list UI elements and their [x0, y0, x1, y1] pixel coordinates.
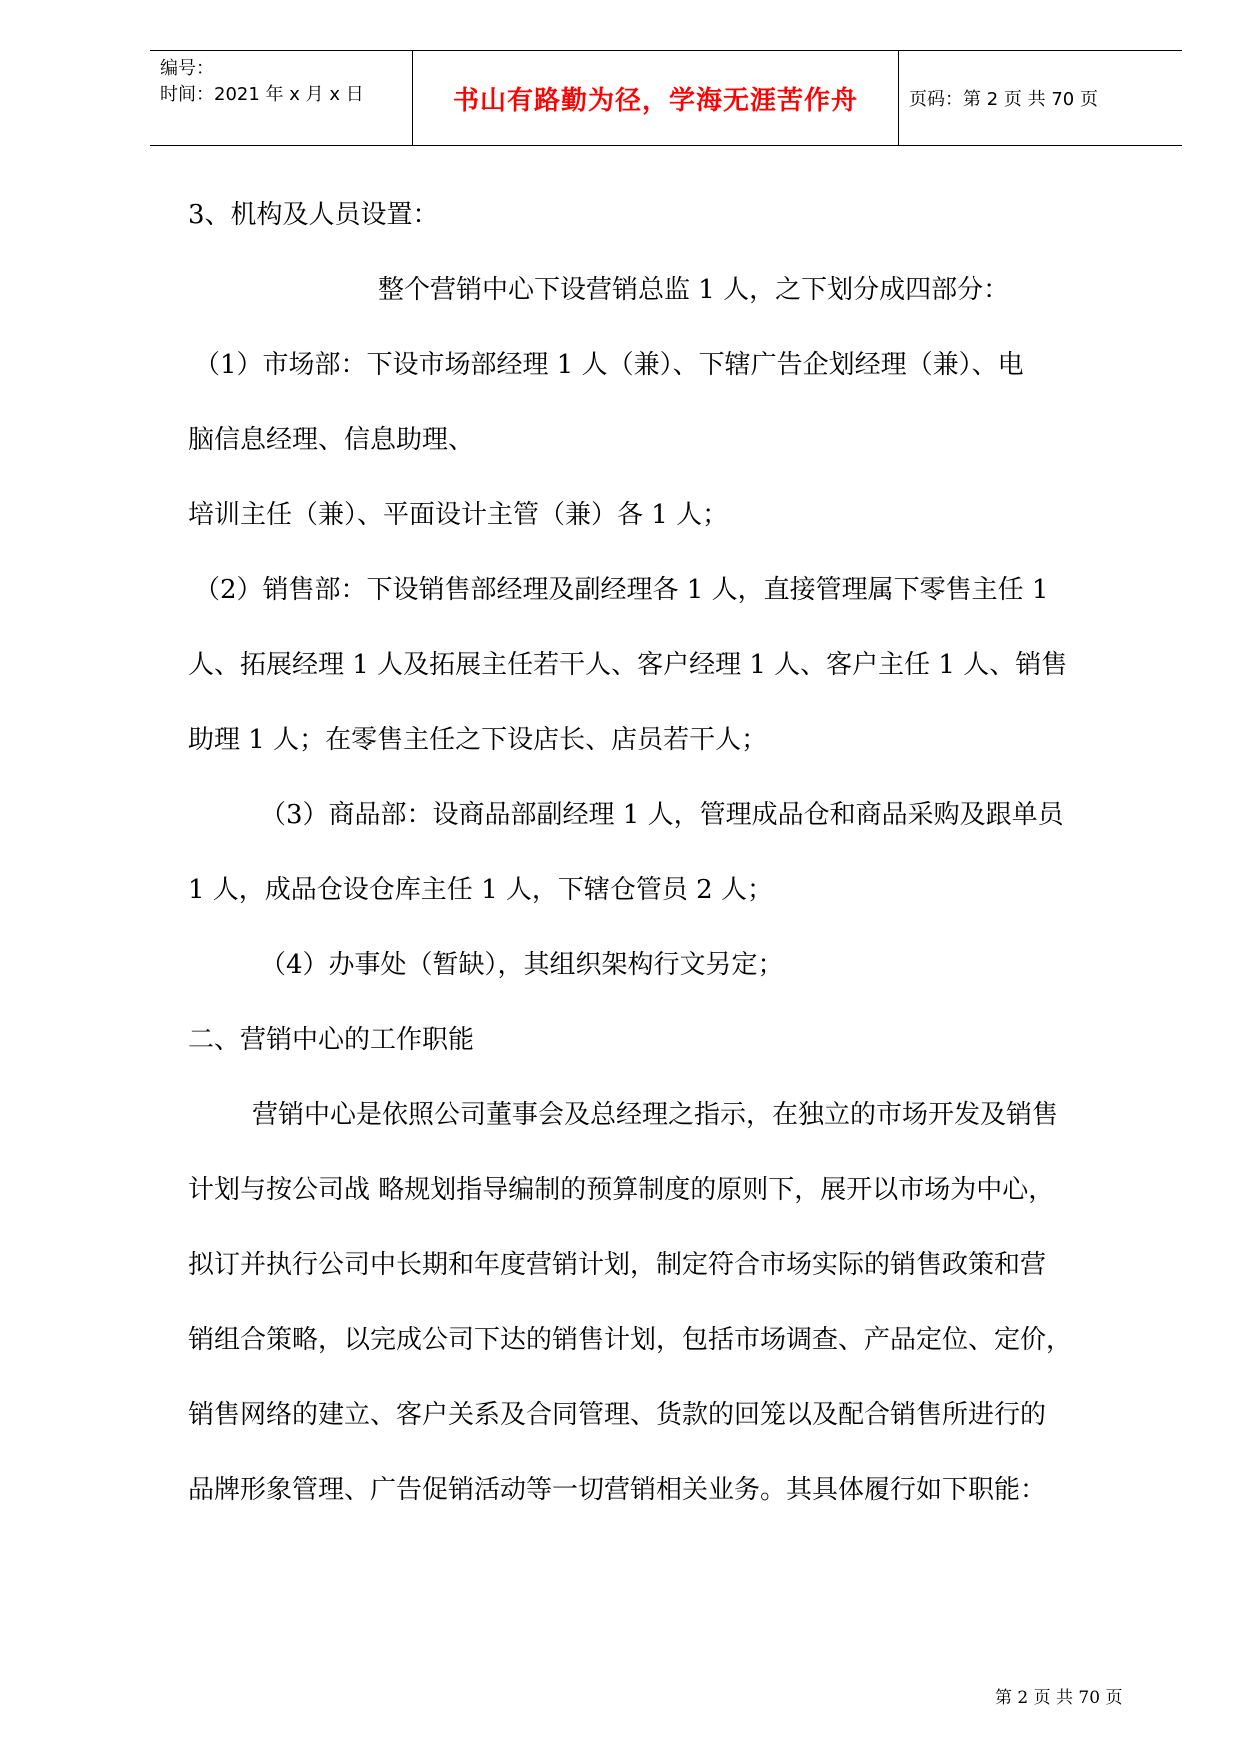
document-number-label: 编号： [160, 58, 214, 79]
body-line: 拟订并执行公司中长期和年度营销计划，制定符合市场实际的销售政策和营 [188, 1250, 1047, 1280]
document-body [188, 178, 1148, 1528]
header-meta [150, 51, 412, 145]
body-line: 1 人，成品仓设仓库主任 1 人，下辖仓管员 2 人； [188, 875, 773, 905]
body-line: （2）销售部：下设销售部经理及副经理各 1 人，直接管理属下零售主任 1 [194, 575, 1049, 605]
body-line: 人、拓展经理 1 人及拓展主任若干人、客户经理 1 人、客户主任 1 人、销售 [188, 650, 1068, 680]
page-footer: 第 2 页 共 70 页 [995, 1688, 1123, 1708]
body-line: 计划与按公司战 略规划指导编制的预算制度的原则下，展开以市场为中心， [188, 1175, 1055, 1205]
header-page-info: 页码：第 2 页 共 70 页 [909, 89, 1098, 110]
body-line: 销组合策略，以完成公司下达的销售计划，包括市场调查、产品定位、定价， [188, 1325, 1073, 1355]
document-header [150, 50, 1182, 146]
section-heading: 3、机构及人员设置： [188, 200, 439, 230]
body-line: （1）市场部：下设市场部经理 1 人（兼）、下辖广告企划经理（兼）、电 [194, 350, 1024, 380]
body-line: 营销中心是依照公司董事会及总经理之指示，在独立的市场开发及销售 [252, 1100, 1059, 1130]
body-line: 销售网络的建立、客户关系及合同管理、货款的回笼以及配合销售所进行的 [188, 1400, 1047, 1430]
section-heading: 二、营销中心的工作职能 [188, 1025, 475, 1055]
body-line: 培训主任（兼）、平面设计主管（兼）各 1 人； [188, 500, 729, 530]
document-time-label: 时间：2021 年 x 月 x 日 [160, 84, 364, 105]
body-line: （3）商品部：设商品部副经理 1 人，管理成品仓和商品采购及跟单员 [260, 800, 1064, 830]
body-line: 品牌形象管理、广告促销活动等一切营销相关业务。其具体履行如下职能： [188, 1475, 1047, 1505]
body-line: （4）办事处（暂缺），其组织架构行文另定； [260, 950, 784, 980]
body-line: 整个营销中心下设营销总监 1 人，之下划分成四部分： [378, 275, 1010, 305]
header-motto: 书山有路勤为径，学海无涯苦作舟 [412, 51, 899, 145]
body-line: 助理 1 人；在零售主任之下设店长、店员若干人； [188, 725, 768, 755]
body-line: 脑信息经理、信息助理、 [188, 425, 475, 455]
